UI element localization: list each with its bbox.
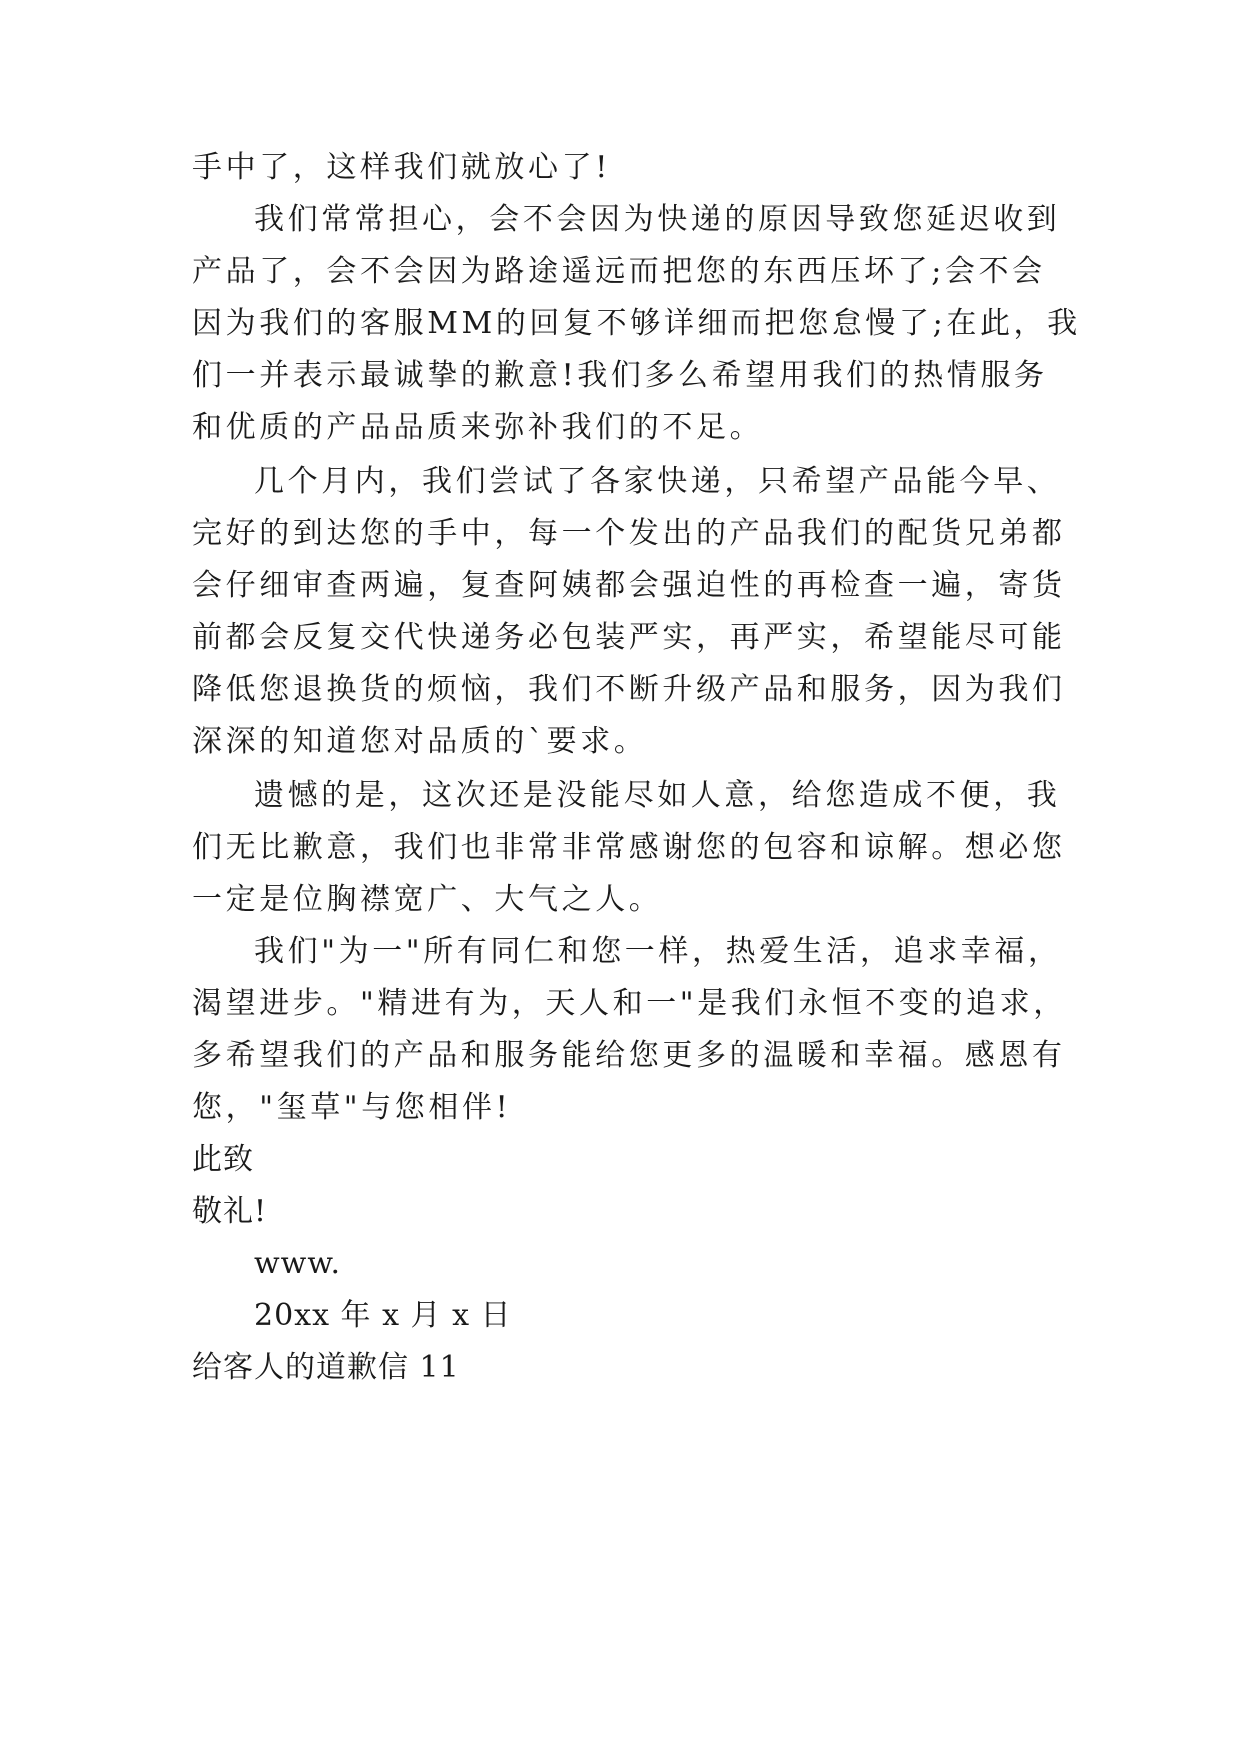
signature-date: 20xx 年 x 月 x 日 (254, 1298, 512, 1333)
closing-salutation: 此致 (192, 1142, 254, 1177)
text-line: 们无比歉意，我们也非常非常感谢您的包容和谅解。想必您 (192, 830, 1066, 865)
text-line: 降低您退换货的烦恼，我们不断升级产品和服务，因为我们 (192, 672, 1066, 707)
signature-website: www. (254, 1246, 342, 1281)
text-line: 会仔细审查两遍，复查阿姨都会强迫性的再检查一遍，寄货 (192, 568, 1066, 603)
paragraph-start: 我们"为一"所有同仁和您一样，热爱生活，追求幸福， (254, 934, 1062, 969)
text-line: 和优质的产品品质来弥补我们的不足。 (192, 410, 764, 445)
text-line: 们一并表示最诚挚的歉意!我们多么希望用我们的热情服务 (192, 358, 1048, 393)
section-title: 给客人的道歉信 11 (192, 1350, 460, 1385)
paragraph-start: 遗憾的是，这次还是没能尽如人意，给您造成不便，我 (254, 778, 1061, 813)
paragraph-start: 我们常常担心，会不会因为快递的原因导致您延迟收到 (254, 202, 1061, 237)
text-line: 深深的知道您对品质的`要求。 (192, 724, 648, 759)
text-line: 前都会反复交代快递务必包装严实，再严实，希望能尽可能 (192, 620, 1066, 655)
paragraph-start: 几个月内，我们尝试了各家快递，只希望产品能今早、 (254, 464, 1061, 499)
text-line: 多希望我们的产品和服务能给您更多的温暖和幸福。感恩有 (192, 1038, 1066, 1073)
text-line: 手中了，这样我们就放心了! (192, 150, 611, 185)
text-line: 完好的到达您的手中，每一个发出的产品我们的配货兄弟都 (192, 516, 1066, 551)
text-line: 渴望进步。"精进有为，天人和一"是我们永恒不变的追求， (192, 986, 1067, 1021)
text-line: 您，"玺草"与您相伴! (192, 1090, 512, 1125)
closing-regards: 敬礼! (192, 1194, 268, 1229)
text-line: 一定是位胸襟宽广、大气之人。 (192, 882, 663, 917)
text-line: 因为我们的客服MM的回复不够详细而把您怠慢了;在此，我 (192, 306, 1081, 341)
text-line: 产品了，会不会因为路途遥远而把您的东西压坏了;会不会 (192, 254, 1046, 289)
